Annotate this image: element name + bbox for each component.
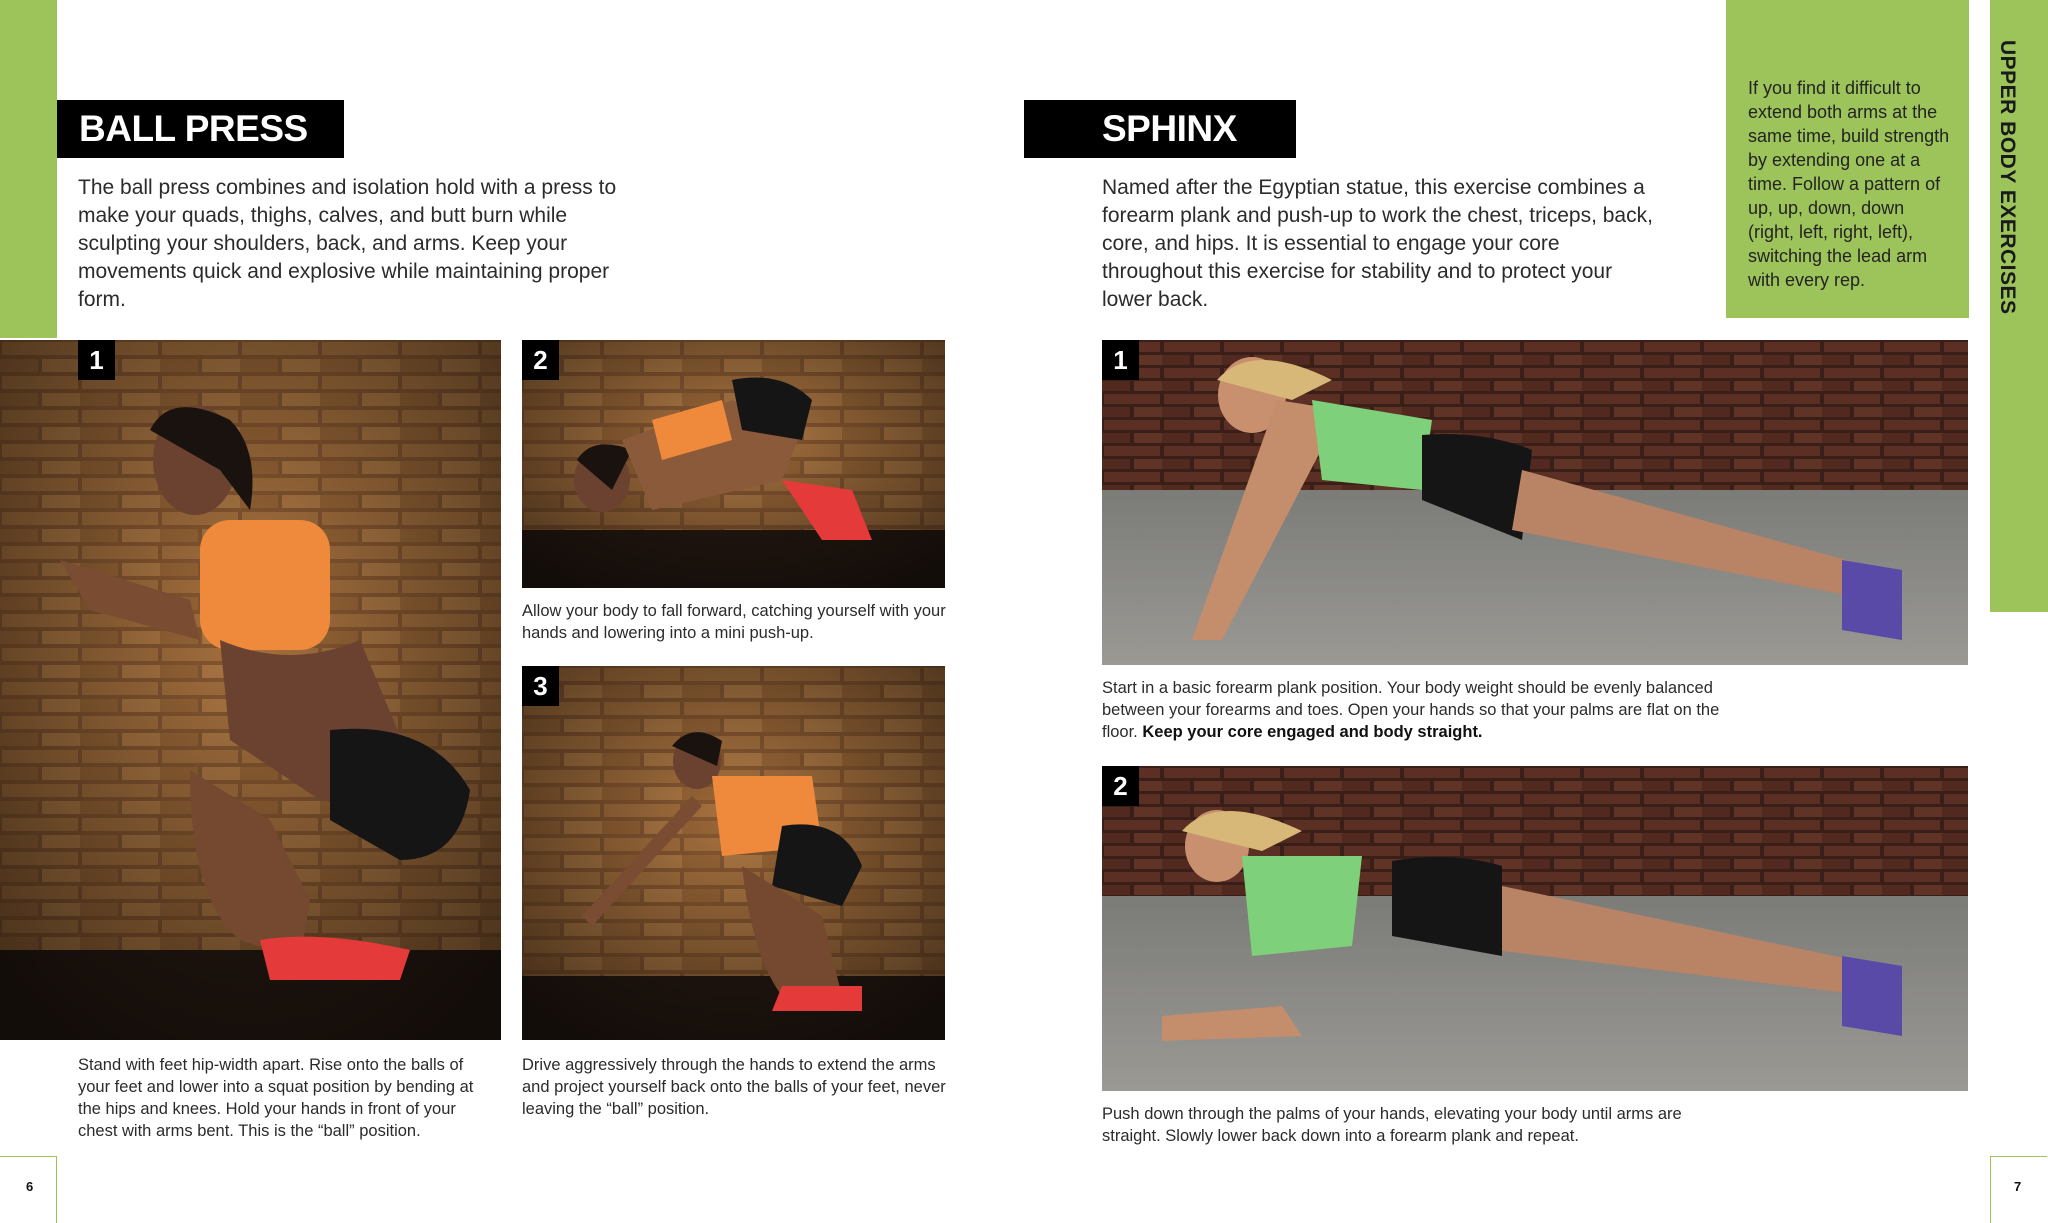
ball-press-step-2-photo <box>522 340 945 588</box>
page-number-left-text: 6 <box>26 1179 34 1194</box>
page-number-right-text: 7 <box>2014 1179 2022 1194</box>
page-number-left <box>0 1156 57 1223</box>
step-number-3: 3 <box>522 666 559 706</box>
tip-box: If you find it difficult to extend both arms at the same time, build strength by extending one at a time. Follow a pattern of up, up, down, down (right, left, right, left), switching the lead arm with every rep. <box>1726 0 1969 318</box>
ball-press-step-2-caption: Allow your body to fall forward, catching yourself with your hands and lowering into a mini push-up. <box>522 602 946 642</box>
left-accent-bar <box>0 0 57 338</box>
exercise-title-sphinx: SPHINX <box>1024 100 1296 158</box>
sphinx-step-2-caption: Push down through the palms of your hands, elevating your body until arms are straight. Slowly lower back down into a forearm plank and repeat. <box>1102 1105 1682 1145</box>
sphinx-step-2-photo <box>1102 766 1968 1091</box>
sphinx-intro: Named after the Egyptian statue, this exercise combines a forearm plank and push-up to work the chest, triceps, back, core, and hips. It is essential to engage your core throughout this exercise for stability and to protect your lower back. <box>1102 176 1653 311</box>
ball-press-step-3-photo <box>522 666 945 1040</box>
step-number-sphinx-2: 2 <box>1102 766 1139 806</box>
section-label: UPPER BODY EXERCISES <box>1996 40 2019 315</box>
step-number-2: 2 <box>522 340 559 380</box>
ball-press-step-3-caption: Drive aggressively through the hands to extend the arms and project yourself back onto the balls of your feet, never leaving the “ball” position. <box>522 1056 946 1118</box>
sphinx-step-1-caption <box>1102 677 1752 743</box>
sphinx-step-1-caption-bold: Keep your core engaged and body straight. <box>1142 723 1483 741</box>
ball-press-intro: The ball press combines and isolation hold with a press to make your quads, thighs, calves, and butt burn while sculpting your shoulders, back, and arms. Keep your movements quick and explosive while maintaining proper form. <box>78 176 617 311</box>
step-number-sphinx-1: 1 <box>1102 340 1139 380</box>
ball-press-step-1-photo <box>0 340 501 1040</box>
sphinx-step-1-caption-text: Start in a basic forearm plank position. Your body weight should be evenly balanced between your forearms and toes. Open your hands so that your palms are flat on the floor. <box>1102 679 1720 741</box>
sphinx-step-1-photo <box>1102 340 1968 665</box>
page-number-right <box>1990 1156 2047 1223</box>
exercise-title-ball-press: BALL PRESS <box>57 100 344 158</box>
step-number-1: 1 <box>78 340 115 380</box>
ball-press-step-1-caption: Stand with feet hip-width apart. Rise onto the balls of your feet and lower into a squat position by bending at the hips and knees. Hold your hands in front of your chest with arms bent. This is the “ball” position. <box>78 1056 474 1140</box>
